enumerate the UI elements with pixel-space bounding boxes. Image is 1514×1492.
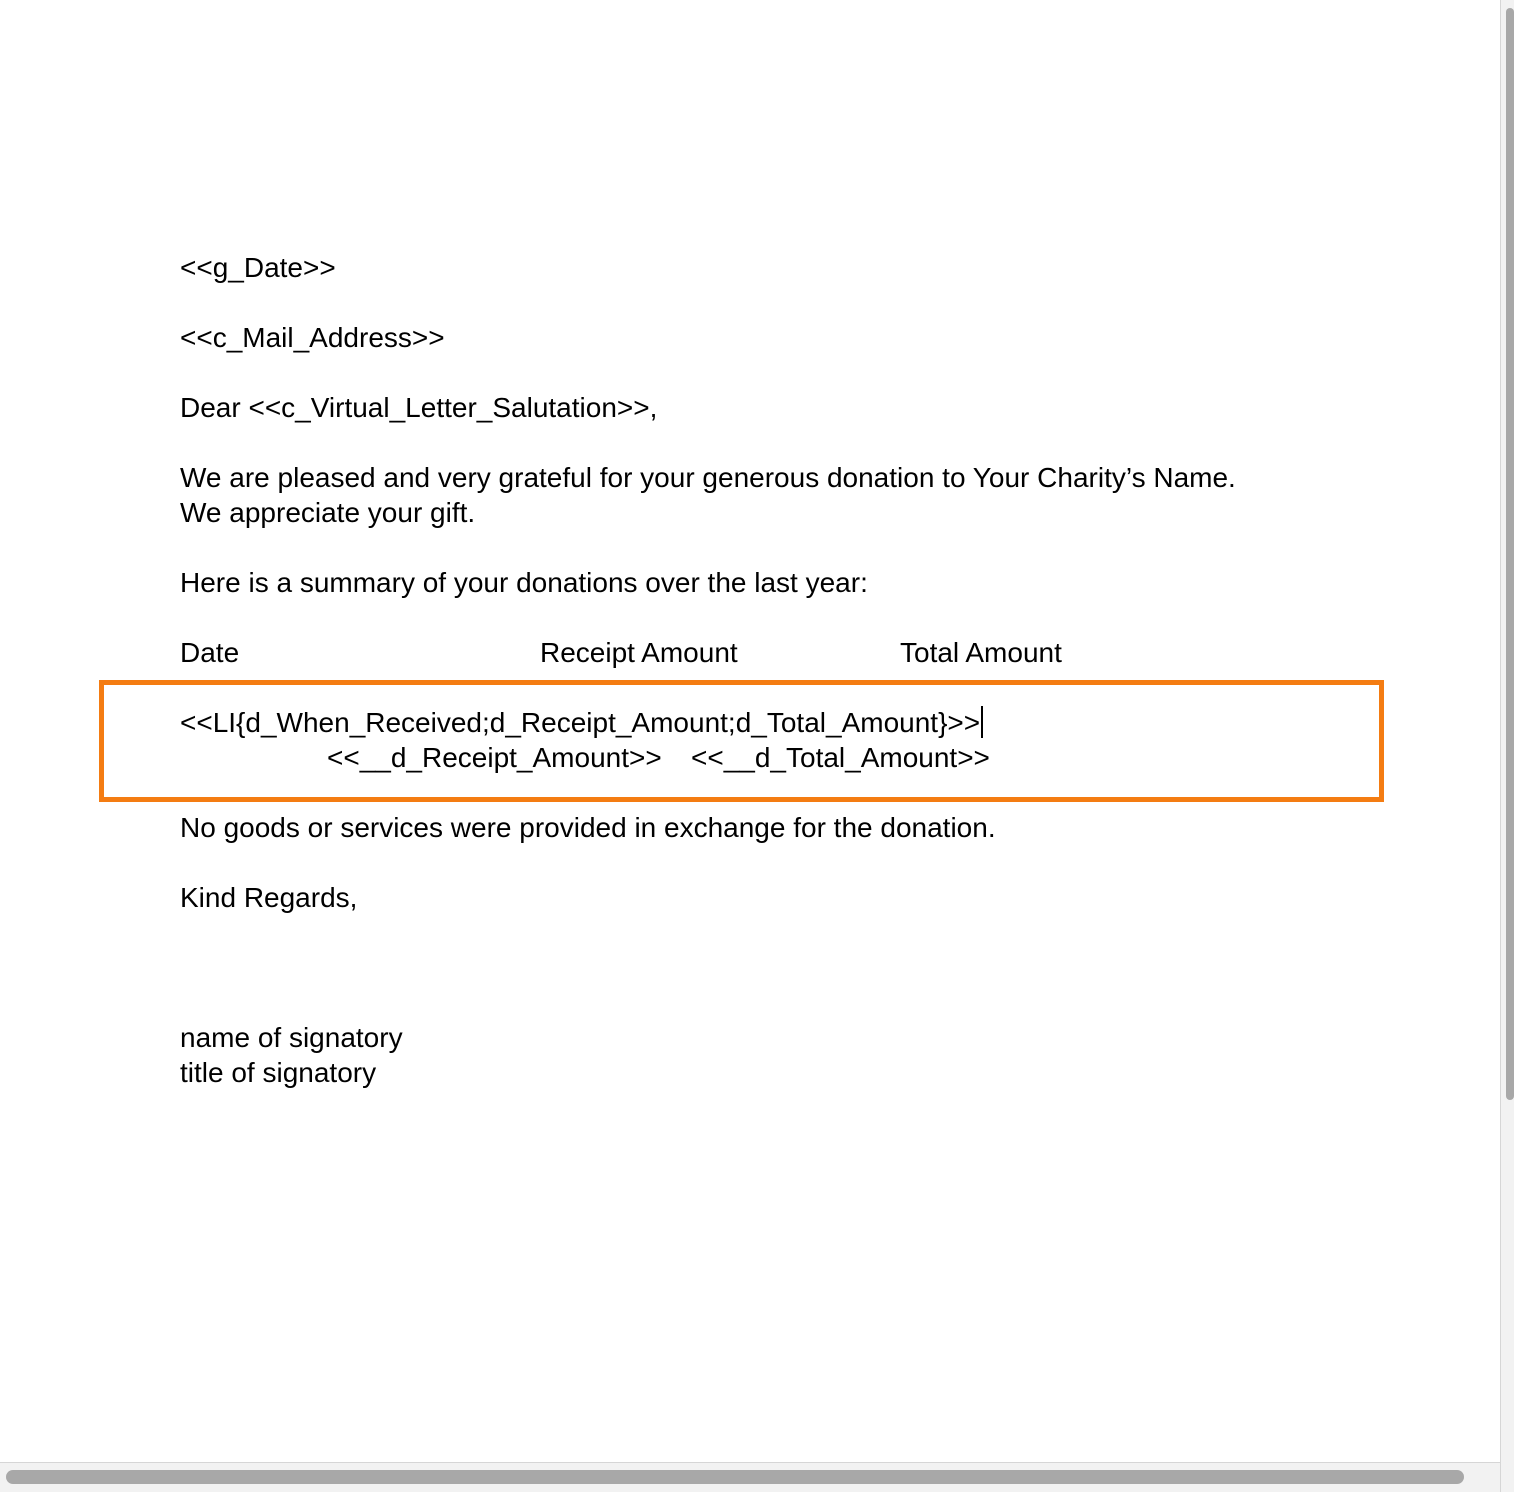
loop-total-amount-field[interactable]: <<__d_Total_Amount>> (691, 742, 990, 773)
body-text-line-2[interactable]: We appreciate your gift. (180, 497, 476, 528)
date-merge-field[interactable]: <<g_Date>> (180, 252, 336, 283)
header-total-amount[interactable]: Total Amount (900, 637, 1062, 668)
horizontal-scrollbar-thumb[interactable] (6, 1470, 1464, 1484)
disclaimer-line[interactable]: No goods or services were provided in exchange for the donation. (180, 812, 996, 843)
summary-intro-line[interactable]: Here is a summary of your donations over the last year: (180, 567, 868, 598)
signatory-name[interactable]: name of signatory (180, 1022, 403, 1053)
salutation-line[interactable]: Dear <<c_Virtual_Letter_Salutation>>, (180, 392, 658, 423)
vertical-scrollbar-thumb[interactable] (1506, 8, 1514, 1100)
address-merge-field[interactable]: <<c_Mail_Address>> (180, 322, 445, 353)
header-date[interactable]: Date (180, 637, 240, 668)
signatory-title[interactable]: title of signatory (180, 1057, 377, 1088)
body-text-line-1[interactable]: We are pleased and very grateful for your generous donation to Your Charity’s Name. (180, 462, 1236, 493)
closing-line[interactable]: Kind Regards, (180, 882, 358, 913)
loop-merge-field[interactable]: <<LI{d_When_Received;d_Receipt_Amount;d_Total_Amount}>> (180, 707, 981, 738)
loop-receipt-amount-field[interactable]: <<__d_Receipt_Amount>> (327, 742, 662, 773)
highlight-annotation-box (99, 680, 1384, 802)
header-receipt-amount[interactable]: Receipt Amount (540, 637, 738, 668)
